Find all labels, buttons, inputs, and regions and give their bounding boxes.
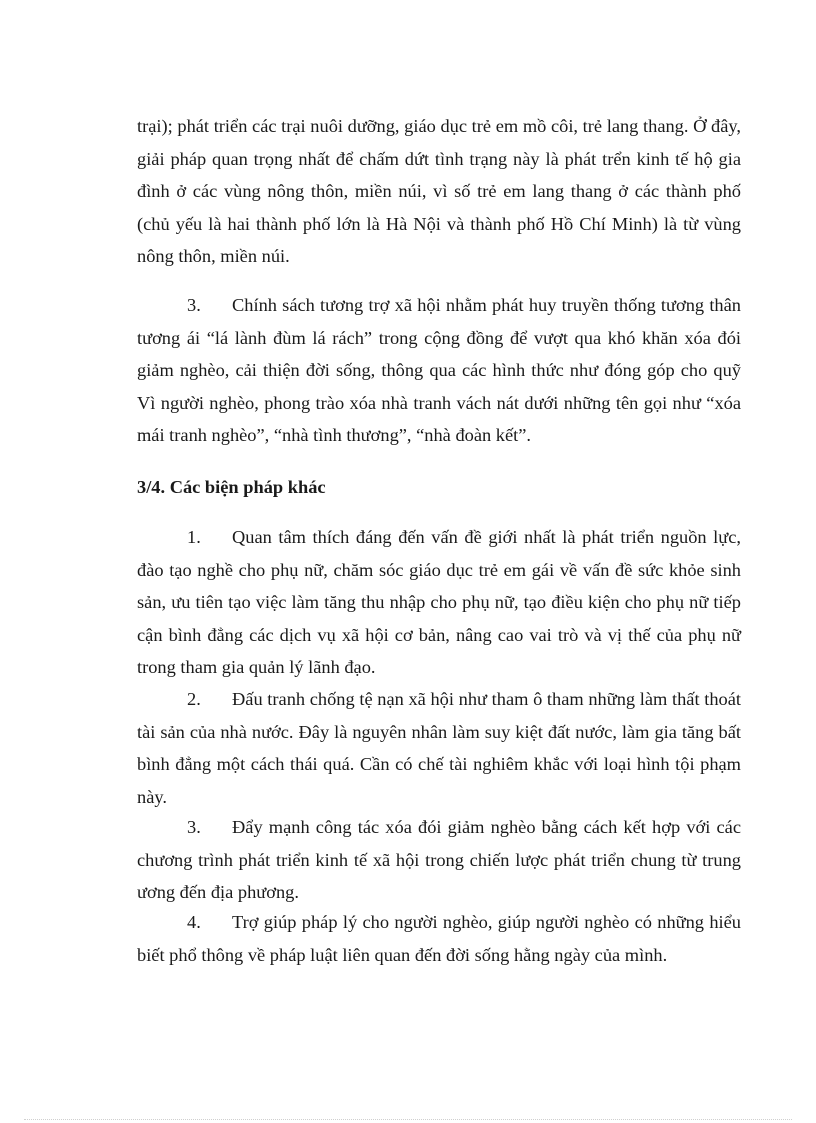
item-number: 3. <box>187 817 201 837</box>
item-number: 3. <box>187 295 201 315</box>
item-text: Đẩy mạnh công tác xóa đói giảm nghèo bằng cách kết hợp với các chương trình phát triển kinh tế xã hội trong chiến lược phát triển chung từ trung ương đến địa phương. <box>137 817 741 903</box>
measure-item-3 <box>137 811 741 909</box>
item-text: Đấu tranh chống tệ nạn xã hội như tham ô tham những làm thất thoát tài sản của nhà nước. Đây là nguyên nhân làm suy kiệt đất nước, làm gia tăng bất bình đẳng một cách thái quá. Cần có chế tài nghiêm khắc với loại hình tội phạm này. <box>137 689 741 807</box>
item-text: Quan tâm thích đáng đến vấn đề giới nhất là phát triển nguồn lực, đào tạo nghề cho phụ nữ, chăm sóc giáo dục trẻ em gái về vấn đề sức khỏe sinh sản, ưu tiên tạo việc làm tăng thu nhập cho phụ nữ, tạo điều kiện cho phụ nữ tiếp cận bình đẳng các dịch vụ xã hội cơ bản, nâng cao vai trò và vị thế của phụ nữ trong tham gia quản lý lãnh đạo. <box>137 527 741 678</box>
item-text: Chính sách tương trợ xã hội nhằm phát huy truyền thống tương thân tương ái “lá lành đùm lá rách” trong cộng đồng để vượt qua khó khăn xóa đói giảm nghèo, cải thiện đời sống, thông qua các hình thức như đóng góp cho quỹ Vì người nghèo, phong trào xóa nhà tranh vách nát dưới những tên gọi như “xóa mái tranh nghèo”, “nhà tình thương”, “nhà đoàn kết”. <box>137 295 741 446</box>
policy-item-3 <box>137 289 741 452</box>
measure-item-4 <box>137 906 741 971</box>
item-number: 1. <box>187 527 201 547</box>
section-heading: 3/4. Các biện pháp khác <box>137 477 326 497</box>
continued-paragraph: trại); phát triển các trại nuôi dưỡng, giáo dục trẻ em mồ côi, trẻ lang thang. Ở đây, giải pháp quan trọng nhất để chấm dứt tình trạng này là phát trển kinh tế hộ gia đình ở các vùng nông thôn, miền núi, vì số trẻ em lang thang ở các thành phố (chủ yếu là hai thành phố lớn là Hà Nội và thành phố Hồ Chí Minh) là từ vùng nông thôn, miền núi. <box>137 116 741 267</box>
page-bottom-divider <box>24 1119 792 1120</box>
item-number: 2. <box>187 689 201 709</box>
measure-item-2 <box>137 683 741 813</box>
measure-item-1 <box>137 521 741 684</box>
item-number: 4. <box>187 912 201 932</box>
item-text: Trợ giúp pháp lý cho người nghèo, giúp người nghèo có những hiểu biết phổ thông về pháp luật liên quan đến đời sống hằng ngày của mình. <box>137 912 741 965</box>
